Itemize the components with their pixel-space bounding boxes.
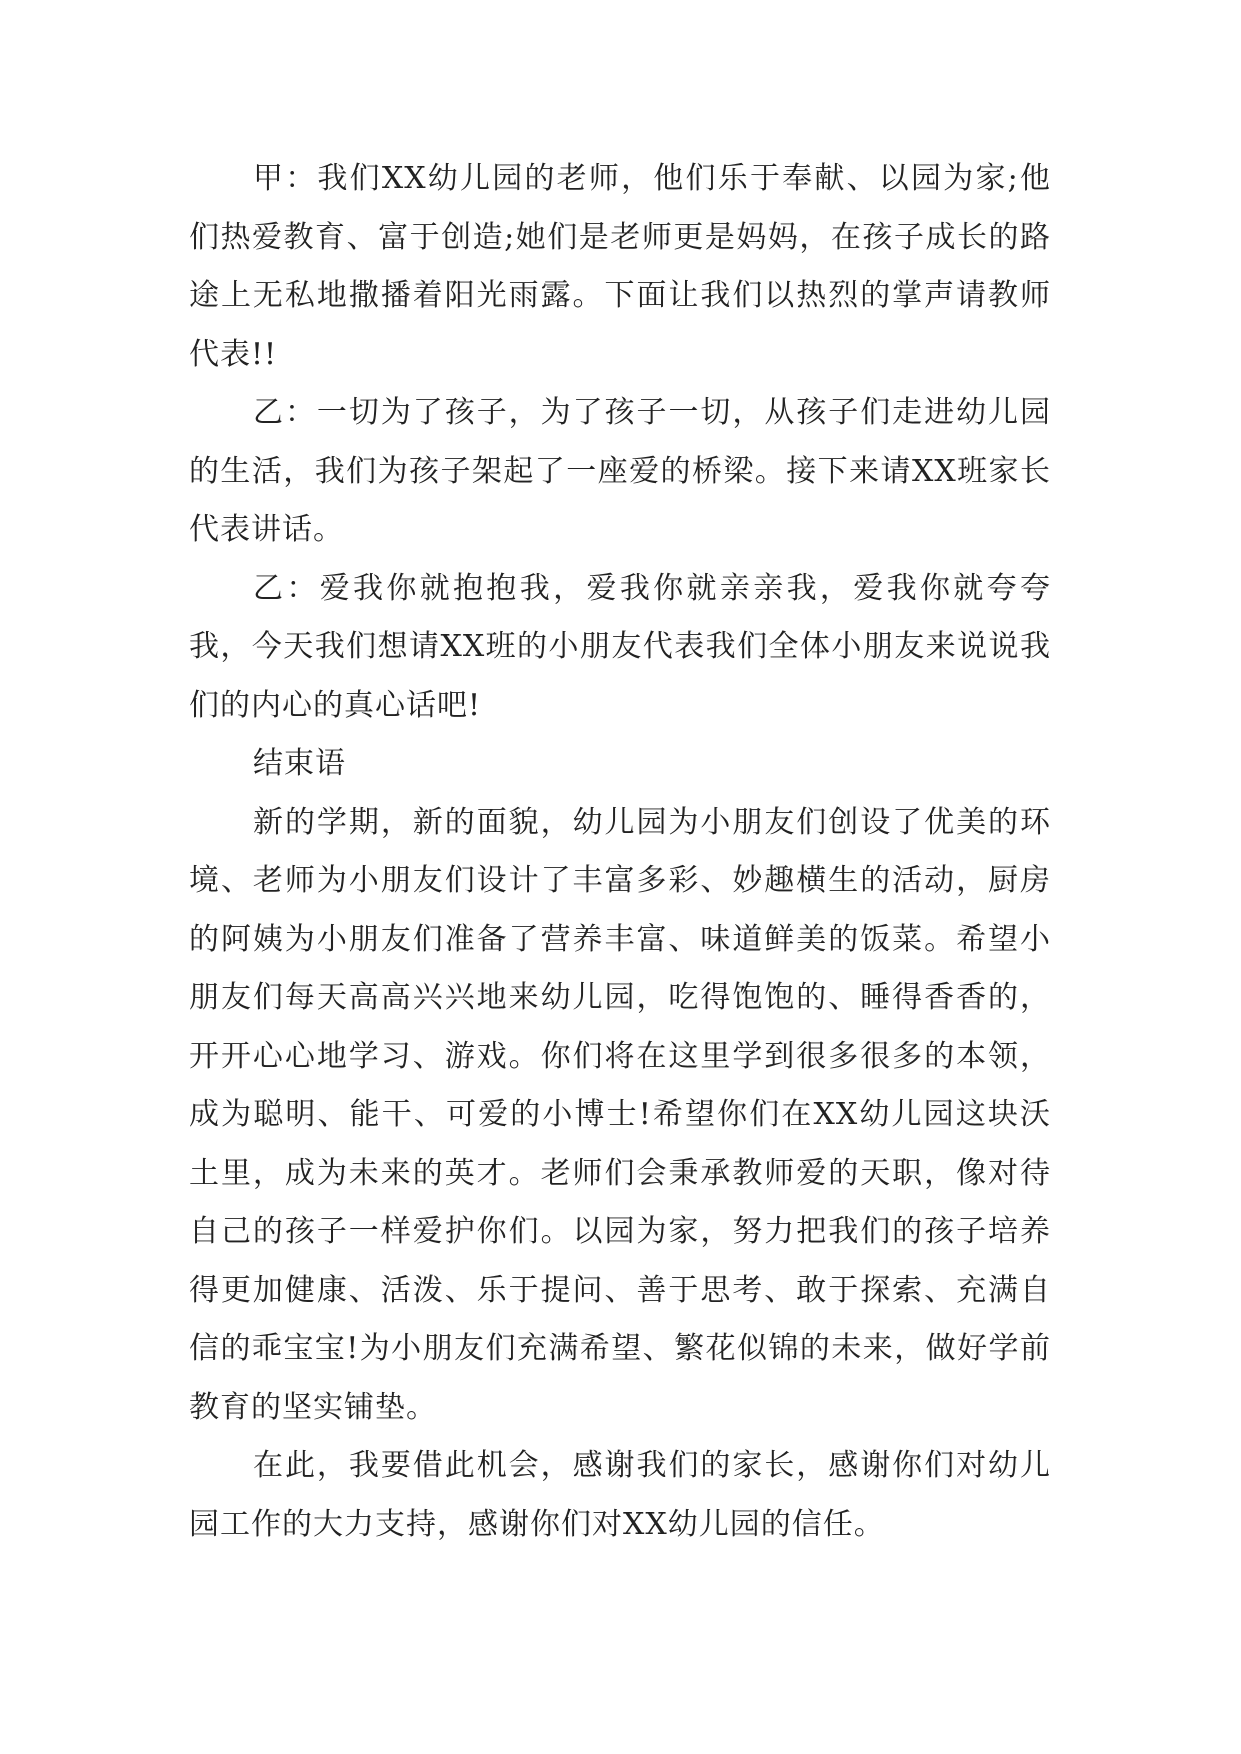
section-heading-closing: 结束语 bbox=[253, 746, 346, 781]
paragraph-thanks: 在此，我要借此机会，感谢我们的家长，感谢你们对幼儿园工作的大力支持，感谢你们对XX幼儿园的信任。 bbox=[189, 1448, 1051, 1542]
paragraph-child-intro: 乙：爱我你就抱抱我，爱我你就亲亲我，爱我你就夸夸我，今天我们想请XX班的小朋友代表我们全体小朋友来说说我们的内心的真心话吧! bbox=[189, 570, 1051, 723]
paragraph-teacher-intro: 甲：我们XX幼儿园的老师，他们乐于奉献、以园为家;他们热爱教育、富于创造;她们是老师更是妈妈，在孩子成长的路途上无私地撒播着阳光雨露。下面让我们以热烈的掌声请教师代表!! bbox=[189, 161, 1051, 372]
paragraph-parent-intro: 乙：一切为了孩子，为了孩子一切，从孩子们走进幼儿园的生活，我们为孩子架起了一座爱的桥梁。接下来请XX班家长代表讲话。 bbox=[189, 395, 1051, 547]
paragraph-closing-speech: 新的学期，新的面貌，幼儿园为小朋友们创设了优美的环境、老师为小朋友们设计了丰富多彩、妙趣横生的活动，厨房的阿姨为小朋友们准备了营养丰富、味道鲜美的饭菜。希望小朋友们每天高高兴兴地来幼儿园，吃得饱饱的、睡得香香的，开开心心地学习、游戏。你们将在这里学到很多很多的本领，成为聪明、能干、可爱的小博士!希望你们在XX幼儿园这块沃土里，成为未来的英才。老师们会秉承教师爱的天职，像对待自己的孩子一样爱护你们。以园为家，努力把我们的孩子培养得更加健康、活泼、乐于提问、善于思考、敢于探索、充满自信的乖宝宝!为小朋友们充满希望、繁花似锦的未来，做好学前教育的坚实铺垫。 bbox=[189, 804, 1051, 1425]
document-body bbox=[189, 150, 1051, 1554]
